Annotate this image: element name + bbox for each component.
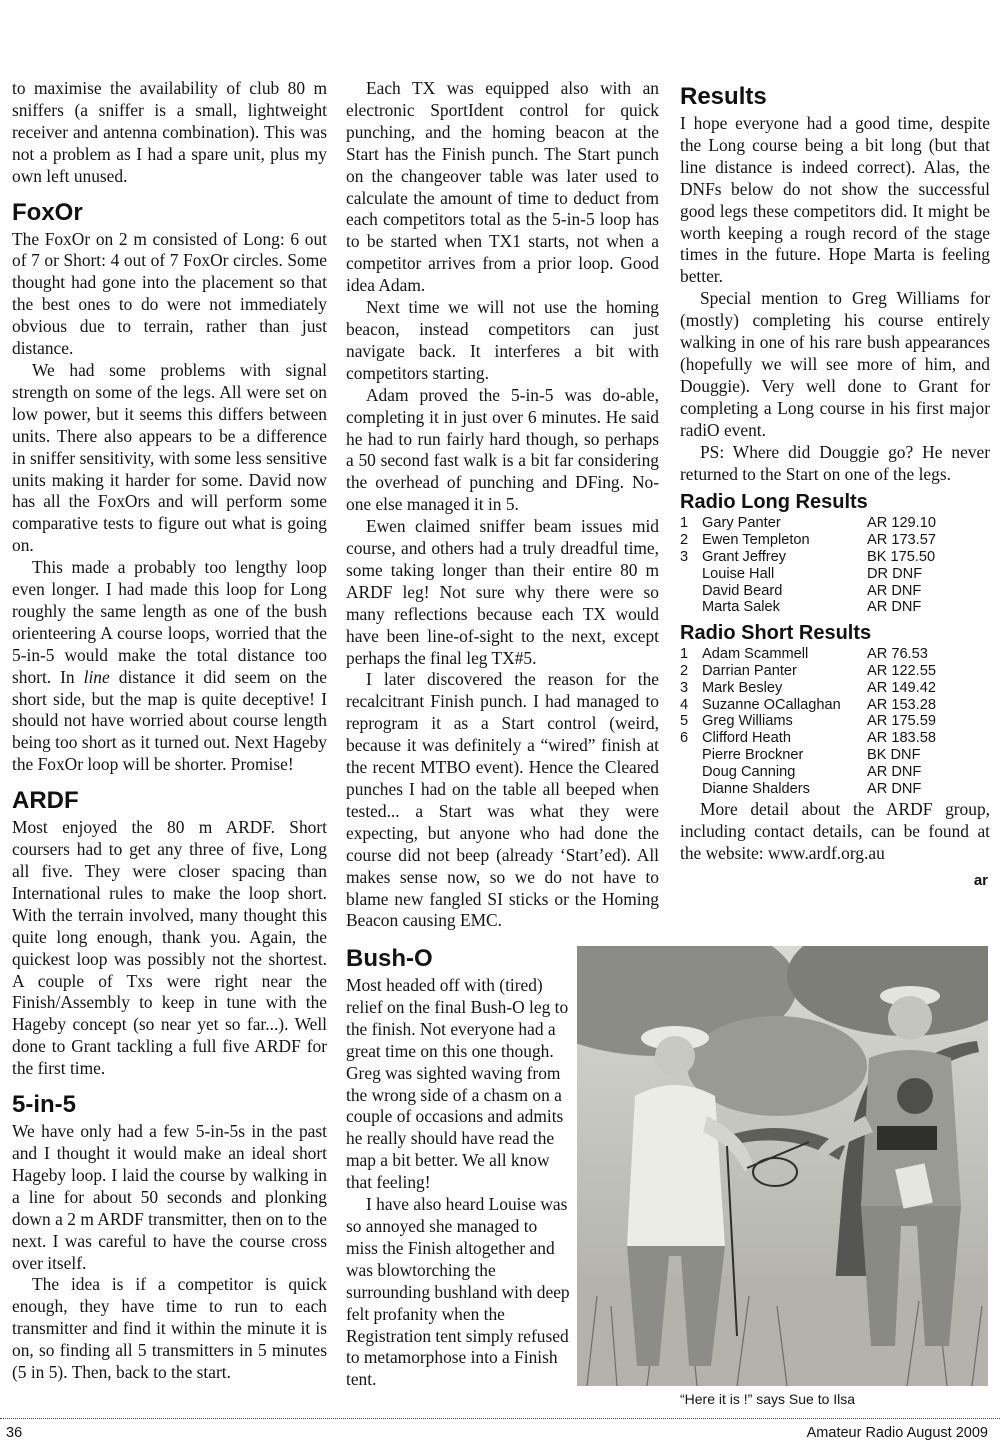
issue-label: Amateur Radio August 2009 xyxy=(806,1425,988,1441)
paragraph: I later discovered the reason for the recalcitrant Finish punch. I had managed to reprogram it as a Start control (weird, because it was definitely a “wired” finish at the recent MTBO event). Hence the Cleared punches I had on the table all beeped when tested... a Start was what they were expecting, but anyone who had done the course did not beep (already ‘Start’ed). All makes sense now, so we do not have to blame new fangled SI sticks or the Homing Beacon causing EMC. xyxy=(346,669,659,931)
result-name: Suzanne OCallaghan xyxy=(702,696,841,713)
section-heading-5-in-5: 5-in-5 xyxy=(12,1091,77,1119)
result-place xyxy=(680,747,702,764)
result-value: AR DNF xyxy=(867,780,922,797)
section-heading-foxor: FoxOr xyxy=(12,198,83,226)
result-name: Pierre Brockner xyxy=(702,746,804,763)
section-heading-results: Results xyxy=(680,83,767,110)
paragraph: We had some problems with signal strength on some of the legs. All were set on low power, but it seems this differs between units. There also appears to be a difference in sniffer sensitivity, with some less sensitive units making it harder for some. David now has all the FoxOrs and will perform some comparative tests to figure out what is going on. xyxy=(12,359,327,556)
paragraph: The idea is if a competitor is quick enough, they have time to run to each transmitter and find it within the minute it is on, so finding all 5 transmitters in 5 minutes (5 in 5). Then, back to the start. xyxy=(12,1274,327,1383)
result-row xyxy=(680,730,936,747)
column-2 xyxy=(346,78,659,932)
result-place: 4 xyxy=(680,696,689,713)
result-place: 3 xyxy=(680,549,689,565)
result-value: AR 129.10 xyxy=(867,515,936,532)
radio-short-results-heading: Radio Short Results xyxy=(680,622,872,645)
result-name: Clifford Heath xyxy=(702,730,791,747)
result-value: AR 153.28 xyxy=(867,696,936,713)
result-place xyxy=(680,764,702,781)
result-row xyxy=(680,697,936,714)
section-heading-ardf: ARDF xyxy=(12,787,79,815)
paragraph: Adam proved the 5-in-5 was do-able, completing it in just over 6 minutes. He said he had to run fairly hard though, so perhaps a 50 second fast walk is a bit far considering the overhead of punching and DFing. No-one else managed it in 5. xyxy=(346,384,659,515)
result-row xyxy=(680,549,936,566)
result-name: Greg Williams xyxy=(702,713,793,730)
footer-divider xyxy=(0,1418,1000,1419)
result-value: AR 122.55 xyxy=(867,662,936,679)
result-name: Mark Besley xyxy=(702,679,783,696)
result-place xyxy=(680,599,702,616)
result-place: 3 xyxy=(680,679,689,696)
result-row xyxy=(680,532,936,549)
result-value: AR 175.59 xyxy=(867,713,936,730)
result-row xyxy=(680,680,936,697)
emphasis: line xyxy=(83,666,110,687)
result-name: Adam Scammell xyxy=(702,646,809,663)
result-value: AR 173.57 xyxy=(867,532,936,549)
result-value: AR 76.53 xyxy=(867,646,928,663)
paragraph: I hope everyone had a good time, despite the Long course being a bit long (but that line distance is indeed correct). Alas, the DNFs below do not show the successful good legs these competitors did. It might be worth keeping a rough record of the stage times in the future. Hope Marta is feeling better. xyxy=(680,113,990,287)
column-1 xyxy=(12,78,327,1384)
paragraph: Most enjoyed the 80 m ARDF. Short coursers had to get any three of five, Long all five. They were closer spacing than International rules to make the loop short. With the terrain involved, many thought this quite long enough, thank you. Again, the quickest loop was possibly not the shortest. A couple of Txs were right near the Finish/Assembly to keep in tune with the Hageby concept (so near yet so far...). Well done to Grant tackling a full five ARDF for the first time. xyxy=(12,817,327,1079)
result-value: BK 175.50 xyxy=(867,549,936,565)
section-heading-bush-o: Bush-O xyxy=(346,945,433,972)
paragraph: Most headed off with (tired) relief on the final Bush-O leg to the finish. Not everyone had a great time on this one though. Greg was sighted waving from the wrong side of a chasm on a couple of occasions and admits he really should have read the map a bit better. We all know that feeling! xyxy=(346,975,569,1193)
paragraph: Ewen claimed sniffer beam issues mid course, and others had a truly dreadful time, some taking longer than their entire 80 m ARDF leg! Not sure why there were so many reflections because each TX would have been line-of-sight to the next, except perhaps the final leg TX#5. xyxy=(346,516,659,668)
radio-long-results-table xyxy=(680,515,936,616)
radio-long-results-heading: Radio Long Results xyxy=(680,491,868,514)
article-end-mark: ar xyxy=(973,872,988,889)
paragraph: More detail about the ARDF group, including contact details, can be found at the website: www.ardf.org.au xyxy=(680,799,990,864)
result-place: 1 xyxy=(680,646,689,663)
result-name: David Beard xyxy=(702,582,783,599)
result-name: Ewen Templeton xyxy=(702,532,810,549)
result-place: 5 xyxy=(680,713,689,730)
result-place: 2 xyxy=(680,662,689,679)
result-place: 6 xyxy=(680,730,689,747)
result-value: AR 149.42 xyxy=(867,679,936,696)
column-3 xyxy=(680,84,990,865)
photo-sue-and-ilsa xyxy=(577,946,988,1386)
result-value: AR 183.58 xyxy=(867,730,936,747)
paragraph: Next time we will not use the homing beacon, instead competitors can just navigate back. It interferes a bit with competitors starting. xyxy=(346,297,659,383)
paragraph: Each TX was equipped also with an electronic SportIdent control for quick punching, and the homing beacon at the Start has the Finish punch. The Start punch on the changeover table was later used to calculate the amount of time to deduct from each competitors total as the 5-in-5 loop has to be started when TX1 starts, not when a competitor arrives from a prior loop. Good idea Adam. xyxy=(346,78,659,296)
result-name: Dianne Shalders xyxy=(702,780,810,797)
paragraph: PS: Where did Douggie go? He never returned to the Start on one of the legs. xyxy=(680,441,990,484)
result-name: Grant Jeffrey xyxy=(702,549,787,565)
result-value: AR DNF xyxy=(867,599,922,616)
photo-illustration xyxy=(577,946,988,1386)
result-row xyxy=(680,566,936,583)
result-row xyxy=(680,663,936,680)
result-value: BK DNF xyxy=(867,746,921,763)
paragraph: Special mention to Greg Williams for (mostly) completing his course entirely walking in one of his rare bush appearances (hopefully we will see more of him, and Douggie). Very well done to Grant for completing a Long course in his first major radiO event. xyxy=(680,288,990,440)
photo-caption: “Here it is !” says Sue to Ilsa xyxy=(680,1391,856,1407)
result-place xyxy=(680,781,702,798)
result-row xyxy=(680,747,936,764)
paragraph: to maximise the availability of club 80 m sniffers (a sniffer is a small, lightweight receiver and antenna combination). This was not a problem as I had a spare unit, plus my own left unused. xyxy=(12,78,327,186)
paragraph: The FoxOr on 2 m consisted of Long: 6 out of 7 or Short: 4 out of 7 FoxOr circles. Some thought had gone into the placement so that the best ones to do were not immediately obvious due to terrain, rather than just distance. xyxy=(12,228,327,359)
result-row xyxy=(680,646,936,663)
result-row xyxy=(680,599,936,616)
result-row xyxy=(680,515,936,532)
result-name: Marta Salek xyxy=(702,599,780,616)
radio-short-results-table xyxy=(680,646,936,797)
result-name: Louise Hall xyxy=(702,565,775,582)
result-row xyxy=(680,583,936,600)
paragraph: We have only had a few 5-in-5s in the past and I thought it would make an ideal short Hageby loop. I laid the course by walking in a line for about 50 seconds and plonking down a 2 m ARDF transmitter, then on to the next. I was careful to have the course cross over itself. xyxy=(12,1121,327,1273)
paragraph: This made a probably too lengthy loop even longer. I had made this loop for Long roughly the same length as one of the bush orienteering A course loops, worried that the 5-in-5 would make the total distance too short. In line distance it did seem on the short side, but the map is quite deceptive! I should not have worried about course length being too short as it turned out. Next Hageby the FoxOr loop will be shorter. Promise! xyxy=(12,557,327,775)
result-value: AR DNF xyxy=(867,582,922,599)
result-value: DR DNF xyxy=(867,565,923,582)
result-name: Gary Panter xyxy=(702,515,781,532)
result-name: Doug Canning xyxy=(702,763,796,780)
result-row xyxy=(680,781,936,798)
result-row xyxy=(680,713,936,730)
result-place xyxy=(680,566,702,583)
result-place: 2 xyxy=(680,532,689,549)
result-name: Darrian Panter xyxy=(702,662,797,679)
bush-o-section xyxy=(346,946,570,1391)
result-value: AR DNF xyxy=(867,763,922,780)
paragraph: I have also heard Louise was so annoyed she managed to miss the Finish altogether and was blowtorching the surrounding bushland with deep felt profanity when the Registration tent simply refused to metamorphose into a Finish tent. xyxy=(346,1194,570,1390)
result-row xyxy=(680,764,936,781)
result-place: 1 xyxy=(680,515,689,532)
page-number: 36 xyxy=(6,1425,23,1441)
result-place xyxy=(680,583,702,600)
